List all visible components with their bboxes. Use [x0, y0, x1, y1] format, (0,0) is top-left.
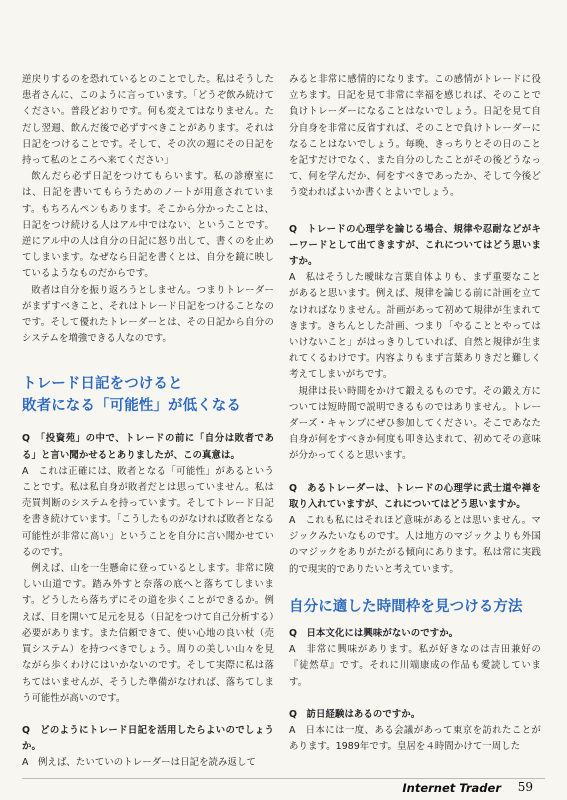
footer-rule	[22, 778, 545, 779]
section-heading-line1: トレード日記をつけると	[22, 376, 183, 393]
paragraph: 敗者は自分を振り返ろうとしません。つまりトレーダーがまずすべきこと、それはトレード日記をつけることなのです。そして優れたトレーダーとは、その日記から自分のシステムを増強できる人なのです。	[22, 284, 274, 345]
spacer	[289, 618, 541, 626]
question: Q 訪日経験はあるのですか。	[289, 708, 421, 720]
page-footer	[0, 764, 567, 800]
left-column	[22, 72, 274, 772]
answer: A 非常に興味があります。私が好きなのは吉田兼好の『徒然草』です。それに川端康成の作品も愛読しています。	[289, 644, 541, 688]
page-number: 59	[517, 780, 533, 794]
answer: A 例えば、たいていのトレーダーは日記を読み返して	[22, 757, 256, 769]
question: Q 「投資苑」の中で、トレードの前に「自分は敗者である」と言い聞かせるとありましたが、この真意は。	[22, 433, 274, 461]
question: Q トレードの心理学を論じる場合、規律や忍耐などがキーワードとして出てきますが、これについてはどう思いますか。	[289, 223, 541, 268]
spacer	[22, 417, 274, 431]
paragraph: 逆戻りするのを恐れているとのことでした。私はそうした患者さんに、このように言っています。「どうぞ飲み続けてください。普段どおりです。何も変えてはなりません。ただし翌週、飲んだ後で必ずすべきことがあります。それは日記をつけることです。そして、その次の週にその日記を持って私のところへ来てください」	[22, 74, 274, 167]
question: Q 日本文化には興味がないのですか。	[289, 627, 459, 639]
spacer	[289, 691, 541, 707]
magazine-brand: Internet Trader	[402, 781, 501, 795]
answer: A これも私にはそれほど意味があるとは思いません。マジックみたいなものです。人は地方のマジックよりも外国のマジックをありがたがる傾向にあります。私は常に実践的で現実的でありたいと考えています。	[289, 515, 541, 575]
paragraph: みると非常に感情的になります。この感情がトレードに役立ちます。日記を見て非常に幸福を感じれば、そのことで負けトレーダーになることはないでしょう。日記を見て自分自身を非常に反省すれば、そのことで負けトレーダーになることはないでしょう。毎晩、きっちりとその日のことを記すだけでなく、また自分のしたことがその後どうなって、何を学んだか、何をすべきであったか、そして今後どう変わればよいか書くとよいでしょう。	[289, 74, 541, 199]
answer: A これは正確には、敗者となる「可能性」があるということです。私は私自身が敗者だとは思っていません。私は売買判断のシステムを持っています。そしてトレード日記を書き続けています。「こうしたものがなければ敗者となる可能性が非常に高い」ということを自分に言い聞かせているのです。	[22, 465, 274, 558]
section-heading: 自分に適した時間枠を見つける方法	[289, 598, 523, 615]
answer: A 日本には一度、ある会議があって東京を訪れたことがあります。1989年です。皇居を４時間かけて一周した	[289, 724, 541, 753]
section-heading-line2: 敗者になる「可能性」が低くなる	[22, 398, 241, 415]
question: Q あるトレーダーは、トレードの心理学に武士道や禅を取り入れていますが、これについてはどう思いますか。	[289, 482, 541, 510]
paragraph: 飲んだら必ず日記をつけてもらいます。私の診療室には、日記を書いてもらうためのノートが用意されています。もちろんペンもあります。そこから分かったことは、日記をつけ続ける人はアル中ではない、ということです。逆にアル中の人は自分の日記に怒り出して、書くのを止めてしまいます。なぜなら日記を書くとは、自分を鏡に映しているようなものだからです。	[22, 171, 274, 280]
spacer	[22, 707, 274, 723]
paragraph: 例えば、山を一生懸命に登っているとします。非常に険しい山道です。踏み外すと奈落の底へと落ちてしまいます。どうしたら落ちずにその道を歩くことができるか。例えば、目を開いて足元を見る（日記をつけて自己分析する）必要があります。また信頼できて、使い心地の良い杖（売買システム）を持つべきでしょう。周りの美しい山々を見ながら歩くわけにはいかないのです。そして実際に私は落ちてはいませんが、そうした準備がなければ、落ちてしまう可能性が高いのです。	[22, 563, 274, 704]
right-column	[289, 72, 541, 755]
spacer	[289, 578, 541, 596]
spacer	[289, 202, 541, 222]
spacer	[22, 347, 274, 373]
question: Q どのようにトレード日記を活用したらよいのでしょうか。	[22, 724, 274, 753]
paragraph: 規律は長い時間をかけて鍛えるものです。その鍛え方については短時間で説明できるものではありません。トレーダーズ・キャンプにぜひ参加してください。そこであなた自身が何をすべきか何度も叩き込まれて、初めてその意味が分かってくると思います。	[289, 385, 541, 462]
answer: A 私はそうした曖昧な言葉自体よりも、まず重要なことがあると思います。例えば、規律を論じる前に計画を立てなければなりません。計画があって初めて規律が生まれてきます。きちんとした計画、つまり「やることとやってはいけないこと」がはっきりしていれば、自然と規律が生まれてくるわけです。内容よりもまず言葉ありきだと難しく考えてしまいがちです。	[289, 272, 541, 381]
spacer	[289, 465, 541, 481]
